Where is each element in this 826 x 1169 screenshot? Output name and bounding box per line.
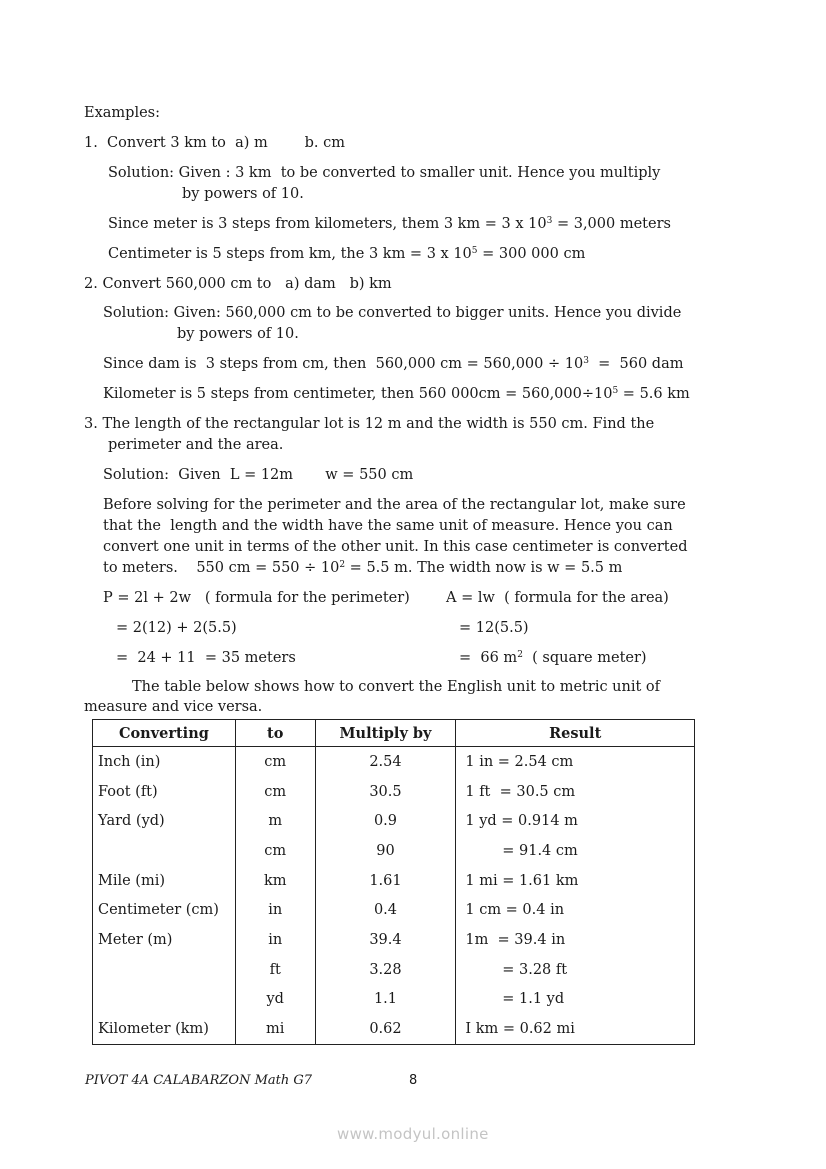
exponent: 3 xyxy=(583,356,589,366)
example-1-step2 xyxy=(108,245,585,263)
cell-multiply-by: 3.28 xyxy=(315,955,456,985)
example-2-title: 2. Convert 560,000 cm to a) dam b) km xyxy=(84,276,392,292)
example-3-paragraph-line4 xyxy=(103,559,622,577)
cell-converting: Meter (m) xyxy=(93,925,236,955)
cell-converting xyxy=(93,836,236,866)
example-2-step1 xyxy=(103,355,683,373)
text: = 300 000 cm xyxy=(477,246,586,262)
cell-multiply-by: 1.1 xyxy=(315,985,456,1015)
text: = 560 dam xyxy=(588,356,684,372)
table-row xyxy=(93,925,695,955)
cell-result: 1 ft = 30.5 cm xyxy=(456,777,695,807)
cell-to: km xyxy=(235,866,315,896)
perimeter-step2: = 24 + 11 = 35 meters xyxy=(116,650,296,666)
cell-to: cm xyxy=(235,747,315,777)
table-row xyxy=(93,985,695,1015)
cell-multiply-by: 2.54 xyxy=(315,747,456,777)
perimeter-formula: P = 2l + 2w ( formula for the perimeter) xyxy=(103,590,410,606)
exponent: 2 xyxy=(517,650,523,660)
table-intro-line2: measure and vice versa. xyxy=(84,699,263,715)
cell-converting: Mile (mi) xyxy=(93,866,236,896)
cell-multiply-by: 0.9 xyxy=(315,806,456,836)
text: Centimeter is 5 steps from km, the 3 km = 3 x 10 xyxy=(108,246,472,262)
table-row xyxy=(93,895,695,925)
text: Since dam is 3 steps from cm, then 560,000 cm = 560,000 ÷ 10 xyxy=(103,356,584,372)
example-1-solution-line2: by powers of 10. xyxy=(182,186,304,202)
cell-converting: Inch (in) xyxy=(93,747,236,777)
table-row xyxy=(93,1014,695,1044)
example-1-title: 1. Convert 3 km to a) m b. cm xyxy=(84,135,346,151)
example-3-paragraph-line3: convert one unit in terms of the other unit. In this case centimeter is converted xyxy=(103,539,688,555)
header-result: Result xyxy=(456,720,695,747)
example-3-title-line2: perimeter and the area. xyxy=(108,437,284,453)
cell-to: cm xyxy=(235,836,315,866)
cell-result: 1m = 39.4 in xyxy=(456,925,695,955)
cell-multiply-by: 1.61 xyxy=(315,866,456,896)
page-number: 8 xyxy=(409,1073,418,1088)
example-3-given: Solution: Given L = 12m w = 550 cm xyxy=(103,467,414,483)
cell-to: in xyxy=(235,895,315,925)
table-row xyxy=(93,806,695,836)
cell-result: = 3.28 ft xyxy=(456,955,695,985)
cell-result: 1 in = 2.54 cm xyxy=(456,747,695,777)
cell-to: ft xyxy=(235,955,315,985)
cell-multiply-by: 30.5 xyxy=(315,777,456,807)
cell-multiply-by: 0.4 xyxy=(315,895,456,925)
table-row xyxy=(93,955,695,985)
cell-converting xyxy=(93,955,236,985)
area-formula: A = lw ( formula for the area) xyxy=(446,590,669,606)
text: = 5.5 m. The width now is w = 5.5 m xyxy=(345,560,623,576)
cell-result: = 91.4 cm xyxy=(456,836,695,866)
example-1-step1 xyxy=(108,215,671,233)
cell-result: 1 mi = 1.61 km xyxy=(456,866,695,896)
area-step1: = 12(5.5) xyxy=(459,620,529,636)
cell-to: in xyxy=(235,925,315,955)
examples-heading: Examples: xyxy=(84,105,160,121)
table-row xyxy=(93,836,695,866)
table-row xyxy=(93,866,695,896)
cell-to: mi xyxy=(235,1014,315,1044)
footer-title: PIVOT 4A CALABARZON Math G7 xyxy=(85,1073,313,1088)
table-row xyxy=(93,747,695,777)
example-1-solution-line1: Solution: Given : 3 km to be converted to smaller unit. Hence you multiply xyxy=(108,165,661,181)
example-2-step2 xyxy=(103,385,690,403)
cell-multiply-by: 39.4 xyxy=(315,925,456,955)
exponent: 5 xyxy=(471,246,478,256)
cell-to: cm xyxy=(235,777,315,807)
example-2-solution-line2: by powers of 10. xyxy=(177,326,299,342)
watermark: www.modyul.online xyxy=(337,1125,489,1143)
text: to meters. 550 cm = 550 ÷ 10 xyxy=(103,560,340,576)
perimeter-step1: = 2(12) + 2(5.5) xyxy=(116,620,237,636)
text: Since meter is 3 steps from kilometers, them 3 km = 3 x 10 xyxy=(108,216,547,232)
area-step2 xyxy=(459,649,647,667)
cell-converting: Foot (ft) xyxy=(93,777,236,807)
text: = 66 m xyxy=(459,650,518,666)
text: ( square meter) xyxy=(522,650,647,666)
cell-to: m xyxy=(235,806,315,836)
text: = 3,000 meters xyxy=(552,216,671,232)
cell-to: yd xyxy=(235,985,315,1015)
header-multiply-by: Multiply by xyxy=(315,720,456,747)
cell-result: 1 cm = 0.4 in xyxy=(456,895,695,925)
cell-multiply-by: 90 xyxy=(315,836,456,866)
example-3-paragraph-line2: that the length and the width have the same unit of measure. Hence you can xyxy=(103,518,673,534)
cell-converting: Centimeter (cm) xyxy=(93,895,236,925)
cell-converting: Yard (yd) xyxy=(93,806,236,836)
table-row xyxy=(93,777,695,807)
table-intro-line1: The table below shows how to convert the English unit to metric unit of xyxy=(132,679,661,695)
header-to: to xyxy=(235,720,315,747)
exponent: 5 xyxy=(612,386,619,396)
table-header-row xyxy=(93,720,695,747)
header-converting: Converting xyxy=(93,720,236,747)
cell-multiply-by: 0.62 xyxy=(315,1014,456,1044)
exponent: 2 xyxy=(339,560,346,570)
example-3-title-line1: 3. The length of the rectangular lot is 12 m and the width is 550 cm. Find the xyxy=(84,416,655,432)
cell-result: 1 yd = 0.914 m xyxy=(456,806,695,836)
cell-result: = 1.1 yd xyxy=(456,985,695,1015)
example-2-solution-line1: Solution: Given: 560,000 cm to be converted to bigger units. Hence you divide xyxy=(103,305,682,321)
exponent: 3 xyxy=(546,216,553,226)
cell-converting xyxy=(93,985,236,1015)
text: Kilometer is 5 steps from centimeter, then 560 000cm = 560,000÷10 xyxy=(103,386,613,402)
text: = 5.6 km xyxy=(618,386,690,402)
cell-result: I km = 0.62 mi xyxy=(456,1014,695,1044)
conversion-table xyxy=(92,719,695,1045)
cell-converting: Kilometer (km) xyxy=(93,1014,236,1044)
example-3-paragraph-line1: Before solving for the perimeter and the area of the rectangular lot, make sure xyxy=(103,497,686,513)
